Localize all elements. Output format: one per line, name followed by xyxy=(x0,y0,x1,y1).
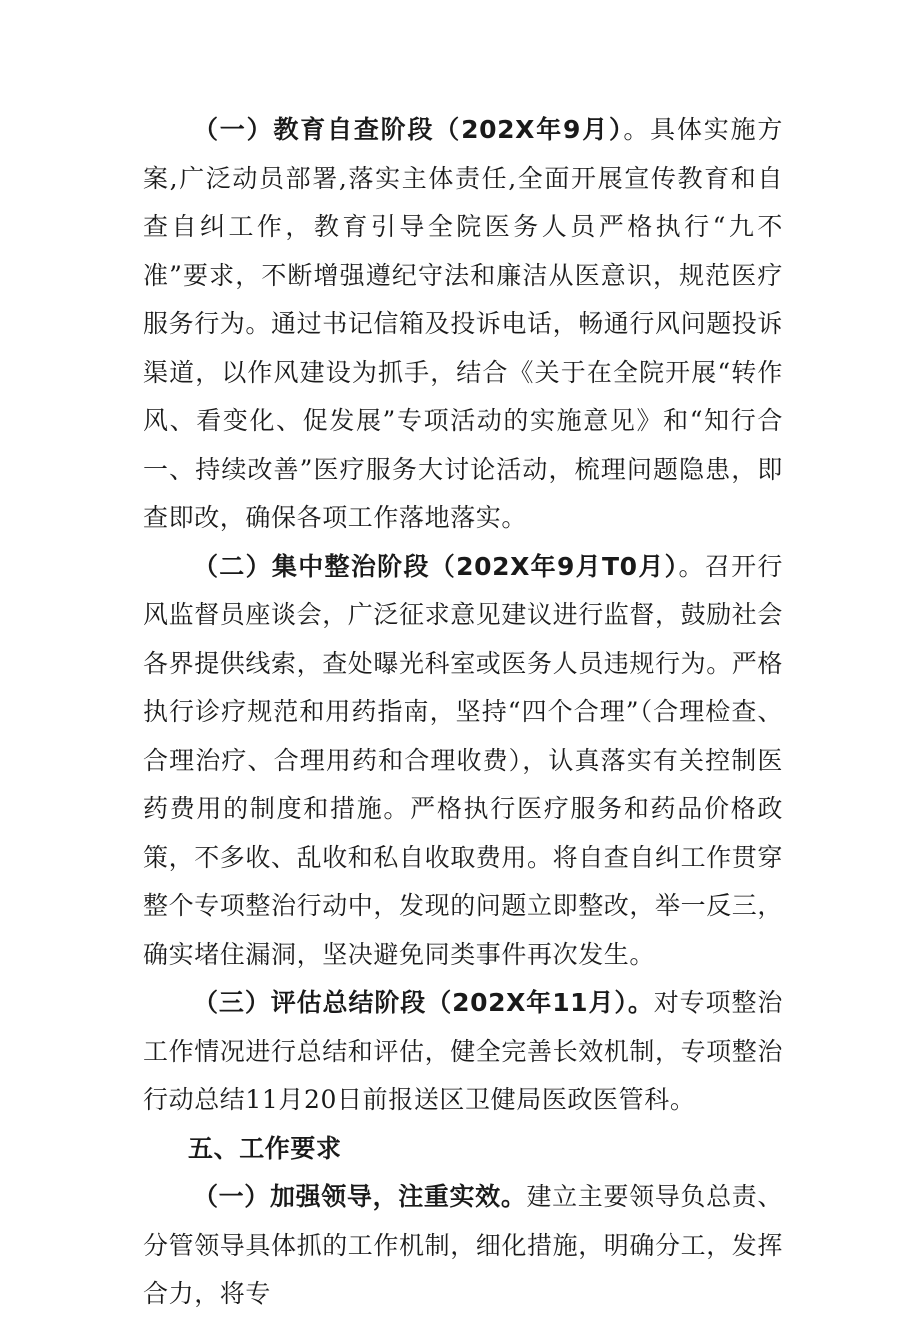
paragraph-centralized-rectification xyxy=(143,543,783,980)
paragraph-heading: （二）集中整治阶段（202X年9月T0月） xyxy=(193,551,679,581)
paragraph-text: 。召开行风监督员座谈会，广泛征求意见建议进行监督，鼓励社会各界提供线索，查处曝光科室或医务人员违规行为。严格执行诊疗规范和用药指南，坚持“四个合理”（合理检查、合理治疗、合理用药和合理收费），认真落实有关控制医药费用的制度和措施。严格执行医疗服务和药品价格政策，不多收、乱收和私自收取费用。将自查自纠工作贯穿整个专项整治行动中，发现的问题立即整改，举一反三，确实堵住漏洞，坚决避免同类事件再次发生。 xyxy=(143,551,784,969)
paragraph-heading: （一）加强领导，注重实效。 xyxy=(193,1182,527,1211)
paragraph-text: 。具体实施方案,广泛动员部署,落实主体责任,全面开展宣传教育和自查自纠工作，教育引导全院医务人员严格执行“九不准”要求，不断增强遵纪守法和廉洁从医意识，规范医疗服务行为。通过书记信箱及投诉电话，畅通行风问题投诉渠道，以作风建设为抓手，结合《关于在全院开展“转作风、看变化、促发展”专项活动的实施意见》和“知行合一、持续改善”医疗服务大讨论活动，梳理问题隐患，即查即改，确保各项工作落地落实。 xyxy=(143,115,784,532)
paragraph-evaluation-summary xyxy=(143,979,783,1125)
paragraph-heading: （三）评估总结阶段（202X年11月）。 xyxy=(193,988,654,1017)
paragraph-text: 建立主要领导负总责、分管领导具体抓的工作机制，细化措施，明确分工，发挥合力，将专 xyxy=(143,1182,784,1308)
paragraph-heading: （一）教育自查阶段（202X年9月） xyxy=(193,115,624,144)
paragraph-text: 对专项整治工作情况进行总结和评估，健全完善长效机制，专项整治行动总结11月20日前报送区卫健局医政医管科。 xyxy=(143,988,784,1114)
paragraph-strengthen-leadership xyxy=(143,1173,783,1319)
paragraph-education-self-check xyxy=(143,106,783,543)
document-body xyxy=(143,106,783,1319)
section-title: 五、工作要求 xyxy=(188,1133,342,1163)
